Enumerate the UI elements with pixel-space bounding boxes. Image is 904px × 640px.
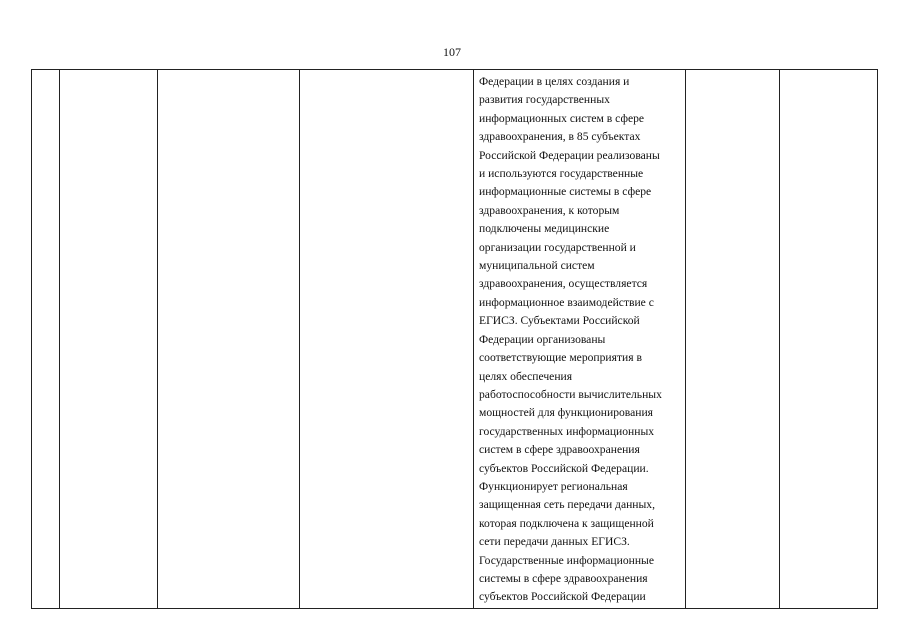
- table-row: [32, 70, 878, 609]
- text-line: подключены медицинские: [479, 222, 610, 236]
- table-cell-4: [300, 70, 474, 609]
- table-cell-6: [686, 70, 780, 609]
- text-line: работоспособности вычислительных: [479, 387, 662, 401]
- text-line: мощностей для функционирования: [479, 406, 654, 420]
- text-line: организации государственной и: [479, 240, 636, 254]
- table-cell-description: [474, 70, 686, 609]
- text-line: Функционирует региональная: [479, 479, 628, 493]
- text-line: субъектов Российской Федерации.: [479, 461, 649, 475]
- text-line: развития государственных: [479, 93, 610, 107]
- text-line: Федерации организованы: [479, 332, 606, 346]
- page-number: 107: [443, 45, 461, 59]
- text-line: муниципальной систем: [479, 259, 595, 273]
- text-line: целях обеспечения: [479, 369, 573, 383]
- text-line: информационных систем в сфере: [479, 111, 645, 125]
- document-table: [31, 69, 878, 609]
- text-line: здравоохранения, к которым: [479, 203, 620, 217]
- table-cell-2: [60, 70, 158, 609]
- text-line: систем в сфере здравоохранения: [479, 443, 640, 457]
- text-line: соответствующие мероприятия в: [479, 351, 642, 365]
- text-line: Российской Федерации реализованы: [479, 148, 660, 162]
- description-text: [474, 70, 685, 607]
- text-line: здравоохранения, осуществляется: [479, 277, 648, 291]
- text-line: здравоохранения, в 85 субъектах: [479, 130, 641, 144]
- table-cell-3: [158, 70, 300, 609]
- text-line: Государственные информационные: [479, 553, 654, 567]
- text-line: системы в сфере здравоохранения: [479, 571, 648, 585]
- table-cell-7: [780, 70, 878, 609]
- text-line: ЕГИСЗ. Субъектами Российской: [479, 314, 640, 328]
- text-line: и используются государственные: [479, 167, 644, 181]
- text-line: защищенная сеть передачи данных,: [479, 498, 655, 512]
- table-cell-1: [32, 70, 60, 609]
- text-line: Федерации в целях создания и: [479, 75, 630, 88]
- text-line: субъектов Российской Федерации: [479, 590, 646, 604]
- text-line: которая подключена к защищенной: [479, 516, 654, 530]
- text-line: сети передачи данных ЕГИСЗ.: [479, 535, 630, 549]
- text-line: информационные системы в сфере: [479, 185, 652, 199]
- text-line: государственных информационных: [479, 424, 655, 438]
- text-line: информационное взаимодействие с: [479, 295, 654, 309]
